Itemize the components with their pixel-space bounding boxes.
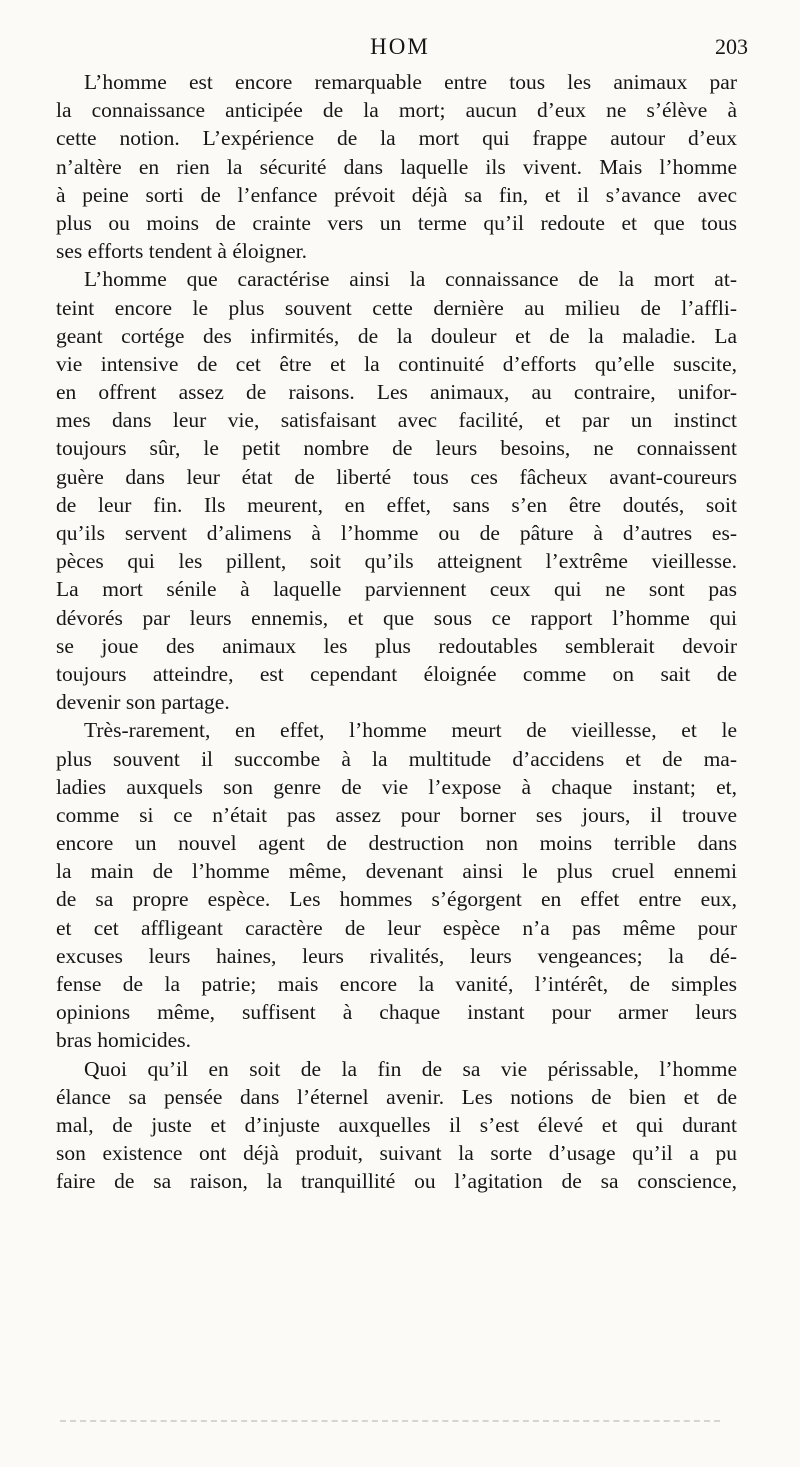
text-line: vie intensive de cet être et la continuité d’efforts qu’elle suscite,	[56, 351, 737, 376]
paragraph-4	[56, 1055, 737, 1196]
text-line: L’homme que caractérise ainsi la connaissance de la mort at-	[84, 267, 737, 292]
text-line: guère dans leur état de liberté tous ces fâcheux avant-coureurs	[56, 464, 737, 489]
text-line: dévorés par leurs ennemis, et que sous ce rapport l’homme qui	[56, 605, 737, 630]
text-line: ladies auxquels son genre de vie l’expose à chaque instant; et,	[56, 774, 737, 799]
text-line: Très-rarement, en effet, l’homme meurt de vieillesse, et le	[84, 718, 737, 743]
text-line: mes dans leur vie, satisfaisant avec facilité, et par un instinct	[56, 408, 737, 433]
running-head: HOM	[370, 34, 430, 59]
page-header	[0, 34, 800, 66]
text-line: La mort sénile à laquelle parviennent ceux qui ne sont pas	[56, 577, 737, 602]
text-line: encore un nouvel agent de destruction non moins terrible dans	[56, 831, 737, 856]
text-line: élance sa pensée dans l’éternel avenir. Les notions de bien et de	[56, 1084, 737, 1109]
paragraph-1	[56, 68, 737, 265]
text-line: se joue des animaux les plus redoutables semblerait devoir	[56, 633, 737, 658]
text-line: en offrent assez de raisons. Les animaux, au contraire, unifor-	[56, 380, 737, 405]
text-line: mal, de juste et d’injuste auxquelles il s’est élevé et qui durant	[56, 1112, 737, 1137]
text-line: la connaissance anticipée de la mort; aucun d’eux ne s’élève à	[56, 98, 737, 123]
text-line: L’homme est encore remarquable entre tous les animaux par	[84, 70, 737, 94]
text-line: à peine sorti de l’enfance prévoit déjà sa fin, et il s’avance avec	[56, 182, 737, 207]
paragraph-3	[56, 716, 737, 1054]
text-line: ses efforts tendent à éloigner.	[56, 239, 307, 264]
text-line: toujours atteindre, est cependant éloignée comme on sait de	[56, 661, 737, 686]
text-line: bras homicides.	[56, 1028, 191, 1053]
text-line: comme si ce n’était pas assez pour borner ses jours, il trouve	[56, 802, 737, 827]
text-line: qu’ils servent d’alimens à l’homme ou de pâture à d’autres es-	[56, 521, 737, 545]
text-line: fense de la patrie; mais encore la vanité, l’intérêt, de simples	[56, 972, 737, 996]
text-line: pèces qui les pillent, soit qu’ils atteignent l’extrême vieillesse.	[56, 549, 737, 574]
text-line: opinions même, suffisent à chaque instant pour armer leurs	[56, 1000, 737, 1025]
bottom-rule	[60, 1420, 720, 1422]
text-line: de sa propre espèce. Les hommes s’égorgent en effet entre eux,	[56, 887, 737, 912]
text-line: toujours sûr, le petit nombre de leurs besoins, ne connaissent	[56, 436, 737, 461]
paragraph-2	[56, 265, 737, 716]
text-line: n’altère en rien la sécurité dans laquelle ils vivent. Mais l’homme	[56, 154, 737, 179]
text-line: Quoi qu’il en soit de la fin de sa vie périssable, l’homme	[84, 1056, 737, 1081]
text-line: et cet affligeant caractère de leur espèce n’a pas même pour	[56, 915, 737, 940]
text-line: excuses leurs haines, leurs rivalités, leurs vengeances; la dé-	[56, 943, 737, 968]
body-text	[56, 68, 737, 1196]
text-line: faire de sa raison, la tranquillité ou l’agitation de sa conscience,	[56, 1169, 737, 1194]
text-line: plus ou moins de crainte vers un terme qu’il redoute et que tous	[56, 210, 737, 235]
text-line: la main de l’homme même, devenant ainsi le plus cruel ennemi	[56, 859, 737, 884]
text-line: plus souvent il succombe à la multitude d’accidens et de ma-	[56, 746, 737, 771]
text-line: son existence ont déjà produit, suivant la sorte d’usage qu’il a pu	[56, 1141, 737, 1166]
text-line: geant cortége des infirmités, de la douleur et de la maladie. La	[56, 323, 737, 348]
text-line: de leur fin. Ils meurent, en effet, sans s’en être doutés, soit	[56, 492, 737, 517]
text-line: cette notion. L’expérience de la mort qui frappe autour d’eux	[56, 126, 737, 151]
text-line: teint encore le plus souvent cette dernière au milieu de l’affli-	[56, 295, 737, 320]
text-line: devenir son partage.	[56, 690, 230, 715]
page-number: 203	[715, 34, 748, 59]
